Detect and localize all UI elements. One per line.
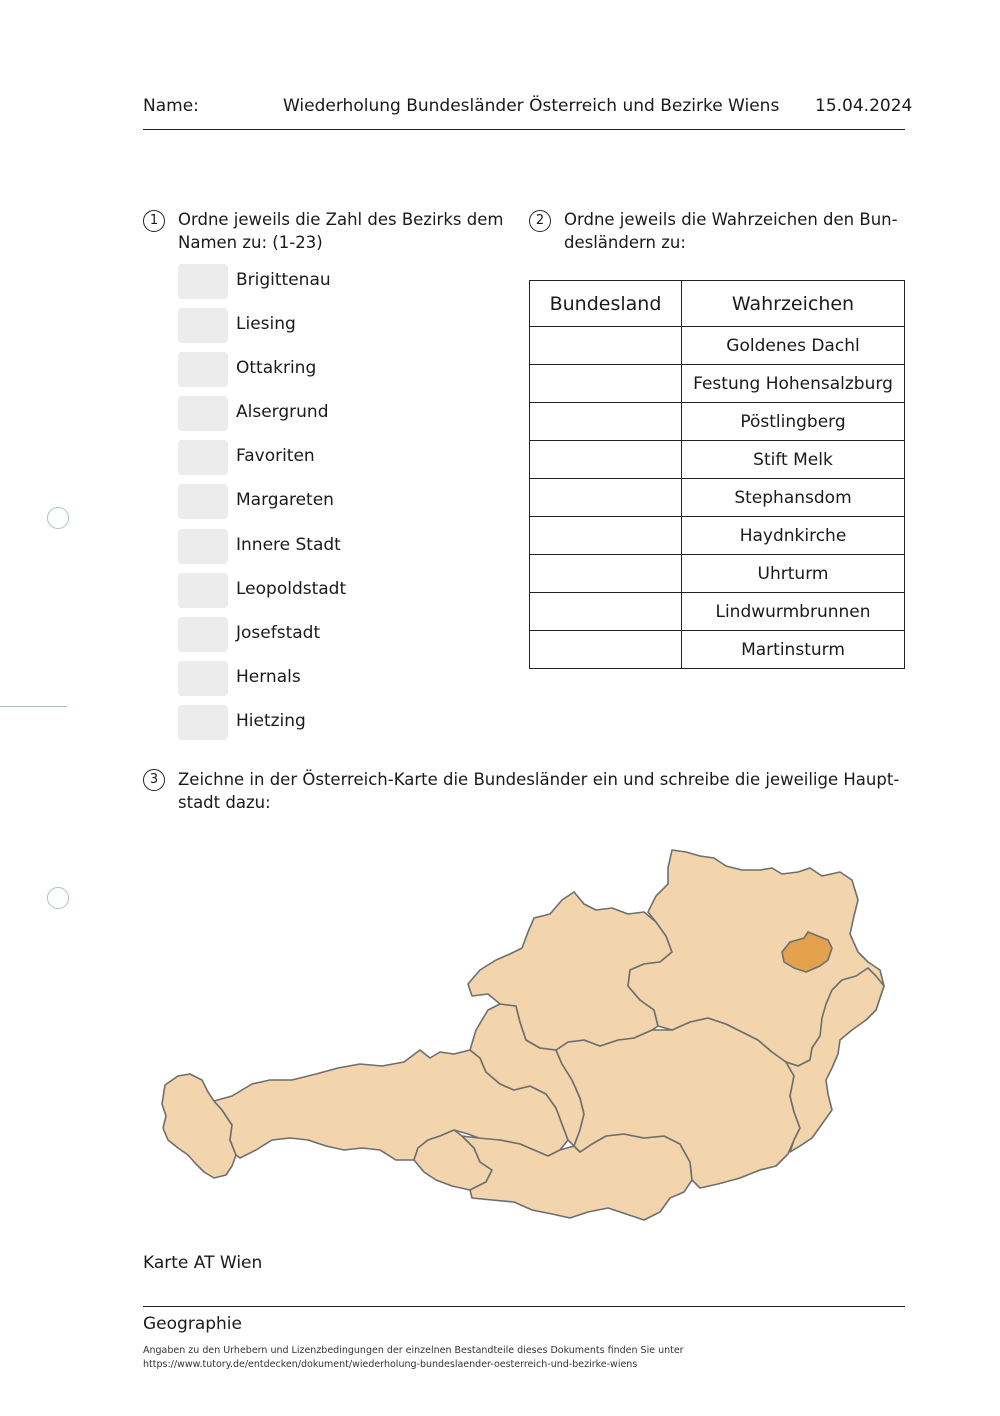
task-2-instruction: Ordne jeweils die Wahrzeichen den Bundesländern zu: xyxy=(564,210,898,252)
landmark-cell: Pöstlingberg xyxy=(682,403,905,441)
bundesland-answer-cell[interactable] xyxy=(530,517,682,555)
table-row xyxy=(530,479,905,517)
task-2-number: 2 xyxy=(529,210,551,232)
landmark-cell: Uhrturm xyxy=(682,555,905,593)
table-header-row xyxy=(530,281,905,327)
task-1-number: 1 xyxy=(143,210,165,232)
answer-input-box[interactable] xyxy=(178,308,228,343)
answer-input-box[interactable] xyxy=(178,661,228,696)
district-label: Favoriten xyxy=(236,446,315,467)
attribution-text: Angaben zu den Urhebern und Lizenzbedingungen der einzelnen Bestandteile dieses Dokuments finden Sie unter xyxy=(143,1345,684,1356)
answer-input-box[interactable] xyxy=(178,484,228,519)
answer-input-box[interactable] xyxy=(178,617,228,652)
column-header-bundesland: Bundesland xyxy=(530,281,682,327)
bundesland-answer-cell[interactable] xyxy=(530,403,682,441)
bundesland-answer-cell[interactable] xyxy=(530,593,682,631)
column-header-wahrzeichen: Wahrzeichen xyxy=(682,281,905,327)
bundesland-answer-cell[interactable] xyxy=(530,327,682,365)
table-row xyxy=(530,517,905,555)
district-label: Liesing xyxy=(236,314,296,335)
bundesland-answer-cell[interactable] xyxy=(530,441,682,479)
district-label: Alsergrund xyxy=(236,402,329,423)
landmark-cell: Festung Hohensalzburg xyxy=(682,365,905,403)
answer-input-box[interactable] xyxy=(178,573,228,608)
fold-mark xyxy=(0,706,67,707)
answer-input-box[interactable] xyxy=(178,352,228,387)
table-row xyxy=(530,365,905,403)
district-label: Margareten xyxy=(236,490,334,511)
district-label: Josefstadt xyxy=(236,622,321,643)
landmark-cell: Haydnkirche xyxy=(682,517,905,555)
answer-input-box[interactable] xyxy=(178,705,228,740)
district-label: Leopoldstadt xyxy=(236,578,347,599)
table-row xyxy=(530,327,905,365)
landmark-cell: Goldenes Dachl xyxy=(682,327,905,365)
district-label: Brigittenau xyxy=(236,270,331,290)
bundesland-answer-cell[interactable] xyxy=(530,631,682,669)
district-label: Innere Stadt xyxy=(236,534,341,555)
task-3-number: 3 xyxy=(143,769,165,791)
landmark-cell: Stift Melk xyxy=(682,441,905,479)
district-label: Hietzing xyxy=(236,710,306,731)
task-3-instruction: Zeichne in der Österreich-Karte die Bundesländer ein und schreibe die jeweilige Hauptstadt dazu: xyxy=(178,770,900,812)
table-row xyxy=(530,555,905,593)
answer-input-box[interactable] xyxy=(178,264,228,299)
bundesland-answer-cell[interactable] xyxy=(530,555,682,593)
district-label: Hernals xyxy=(236,666,301,687)
answer-input-box[interactable] xyxy=(178,396,228,431)
header-divider xyxy=(143,129,905,130)
table-row xyxy=(530,441,905,479)
bundesland-answer-cell[interactable] xyxy=(530,365,682,403)
table-row xyxy=(530,631,905,669)
landmark-cell: Martinsturm xyxy=(682,631,905,669)
attribution-link[interactable]: https://www.tutory.de/entdecken/dokument/wiederholung-bundeslaender-oesterreich-und-bezirke-wiens xyxy=(143,1359,638,1370)
table-row xyxy=(530,403,905,441)
punch-hole-mark xyxy=(47,887,69,909)
date: 15.04.2024 xyxy=(815,96,913,116)
footer-attribution xyxy=(143,1344,923,1372)
answer-input-box[interactable] xyxy=(178,529,228,564)
answer-input-box[interactable] xyxy=(178,440,228,475)
punch-hole-mark xyxy=(47,507,69,529)
map-caption: Karte AT Wien xyxy=(143,1253,263,1273)
austria-map xyxy=(140,835,900,1240)
footer-subject: Geographie xyxy=(143,1314,242,1334)
footer-divider xyxy=(143,1306,905,1307)
bundesland-answer-cell[interactable] xyxy=(530,479,682,517)
map-region-vorarlberg xyxy=(162,1074,236,1178)
name-label: Name: xyxy=(143,96,199,116)
table-row xyxy=(530,593,905,631)
landmark-cell: Lindwurmbrunnen xyxy=(682,593,905,631)
task-1-instruction: Ordne jeweils die Zahl des Bezirks dem Namen zu: (1-23) xyxy=(178,210,504,252)
landmark-table xyxy=(529,280,905,669)
district-label: Ottakring xyxy=(236,358,317,379)
page-title: Wiederholung Bundesländer Österreich und Bezirke Wiens xyxy=(283,96,780,116)
landmark-cell: Stephansdom xyxy=(682,479,905,517)
